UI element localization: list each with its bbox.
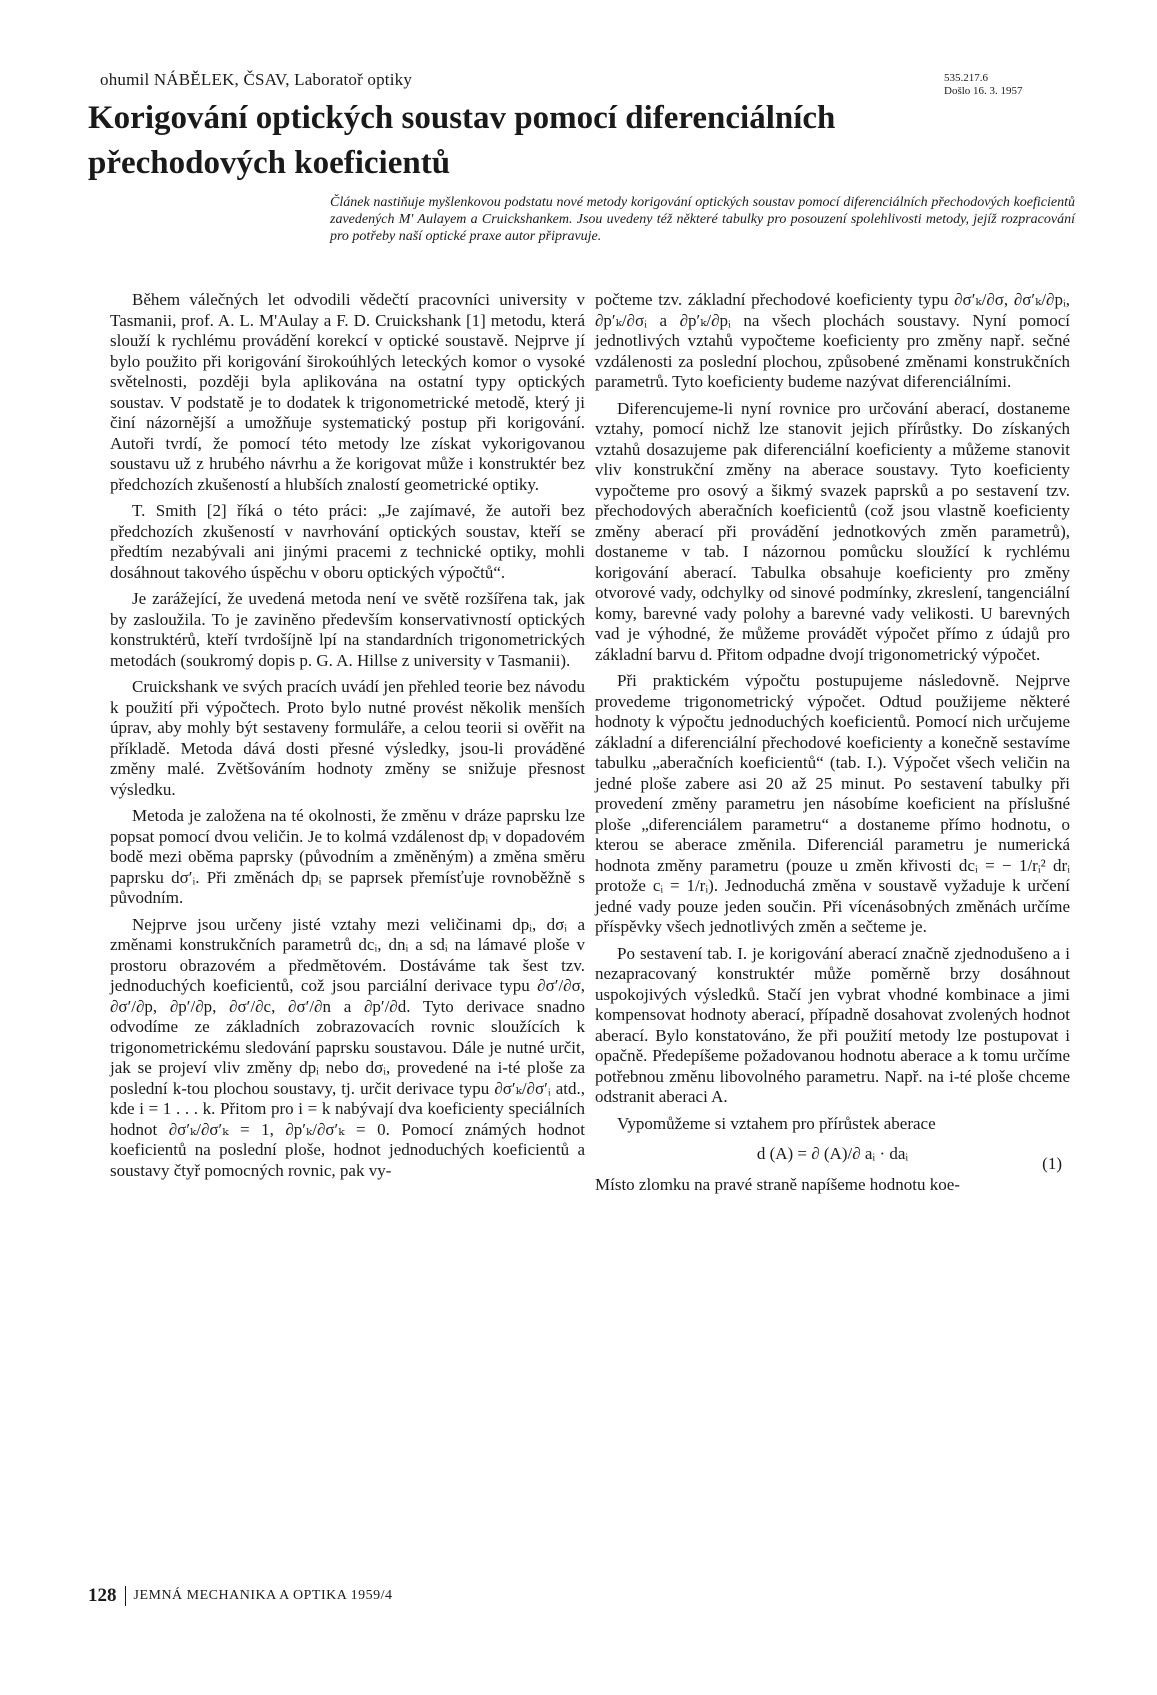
right-column (595, 290, 1070, 1201)
paragraph: Během válečných let odvodili vědečtí pracovníci university v Tasmanii, prof. A. L. M'Aulay a F. D. Cruickshank [1] metodu, která slouží k rychlému provádění korekcí v optické soustavě. Nejprve jí bylo použito při korigování širokoúhlých leteckých komor o vysoké světelnosti, později byla aplikována na ostatní typy optických soustav. V podstatě je to dodatek k trigonometrické metodě, který ji činí názornější a umožňuje systematický postup při korigování. Autoři tvrdí, že pomocí této metody lze získat vykorigovanou soustavu už z hrubého návrhu a že korigovat může i konstruktér bez předchozích zkušeností a hlubších znalostí geometrické optiky. (110, 290, 585, 494)
article-title: Korigování optických soustav pomocí diferenciálních přechodových koeficientů (88, 100, 836, 181)
received-date: Došlo 16. 3. 1957 (944, 85, 1023, 97)
paragraph: Místo zlomku na pravé straně napíšeme hodnotu koe- (595, 1174, 960, 1194)
equation-expression: d (A) = ∂ (A)/∂ aᵢ · daᵢ (756, 1144, 909, 1163)
page-footer (88, 1585, 392, 1607)
paragraph: T. Smith [2] říká o této práci: „Je zajímavé, že autoři bez předchozích zkušeností v navrhování optických soustav, kteří se předtím nezabývali ani jinými pracemi z technické optiky, mohli dosáhnout takového úspěchu v oboru optických výpočtů“. (110, 501, 585, 582)
journal-name: JEMNÁ MECHANIKA A OPTIKA 1959/4 (133, 1588, 393, 1603)
paragraph: Metoda je založena na té okolnosti, že změnu v dráze paprsku lze popsat pomocí dvou veličin. Je to kolmá vzdálenost dpᵢ v dopadovém bodě mezi oběma paprsky (původním a změněným) a změna směru paprsku dσ′ᵢ. Při změnách dpᵢ se paprsek přemísťuje rovnoběžně s původním. (110, 806, 585, 907)
equation-1 (595, 1144, 1070, 1173)
paragraph: počteme tzv. základní přechodové koeficienty typu ∂σ′ₖ/∂σ, ∂σ′ₖ/∂pᵢ, ∂p′ₖ/∂σᵢ a ∂p′ₖ/∂pᵢ na všech plochách soustavy. Nyní pomocí jednotlivých vztahů vypočteme koeficienty pro změny např. sečné vzdálenosti za poslední plochou, způsobené změnami konstrukčních parametrů. Tyto koeficienty budeme nazývat diferenciálními. (595, 290, 1070, 391)
paragraph: Diferencujeme-li nyní rovnice pro určování aberací, dostaneme vztahy, pomocí nichž lze stanovit jejich přírůstky. Do získaných vztahů dosazujeme pak diferenciální koeficienty a můžeme stanovit vliv konstrukční změny na aberace soustavy. Tyto koeficienty vypočteme pro osový a šikmý svazek paprsků a po sestavení tzv. přechodových aberačních koeficientů (což jsou vlastně koeficienty změny aberací při provádění jednotkových změn parametrů), dostaneme v tab. I názornou pomůcku sloužící k rychlému korigování aberací. Tabulka obsahuje koeficienty pro změny otvorové vady, odchylky od sinové podmínky, zkreslení, tangenciální komy, barevné vady polohy a barevné vady velikosti. U barevných vad je výhodné, že můžeme provádět výpočet přímo z údajů pro základní barvu d. Přitom odpadne dvojí trigonometrický výpočet. (595, 398, 1070, 664)
paragraph: Cruickshank ve svých pracích uvádí jen přehled teorie bez návodu k použití při výpočtech. Proto bylo nutné provést několik menších úprav, aby mohly být sestaveny formuláře, a celou teorii si ověřit na příkladě. Metoda dává dosti přesné výsledky, jsou-li prováděné změny malé. Zvětšováním hodnoty změny se snižuje přesnost výsledku. (110, 677, 585, 799)
author-byline: ohumil NÁBĚLEK, ČSAV, Laboratoř optiky (100, 70, 413, 89)
classification-code: 535.217.6 (944, 72, 988, 84)
classification-block (944, 72, 1023, 98)
paragraph: Vypomůžeme si vztahem pro přírůstek aberace (617, 1113, 936, 1133)
paragraph: Nejprve jsou určeny jisté vztahy mezi veličinami dpᵢ, dσᵢ a změnami konstrukčních parametrů dcᵢ, dnᵢ a sdᵢ na lámavé ploše v prostoru obrazovém a předmětovém. Dostáváme tak šest tzv. jednoduchých koeficientů, což jsou parciální derivace typu ∂σ′/∂σ, ∂σ′/∂p, ∂p′/∂p, ∂σ′/∂c, ∂σ′/∂n a ∂p′/∂d. Tyto derivace snadno odvodíme ze základních zobrazovacích rovnic sloužících k trigonometrickému sledování paprsku soustavou. Dále je nutné určit, jak se projeví vliv změny dpᵢ nebo dσᵢ, provedené na i-té ploše za poslední k-tou plochou soustavy, tj. určit derivace typu ∂σ′ₖ/∂σ′ᵢ atd., kde i = 1 . . . k. Přitom pro i = k nabývají dva koeficienty speciálních hodnot ∂σ′ₖ/∂σ′ₖ = 1, ∂p′ₖ/∂σ′ₖ = 0. Pomocí známých hodnot koeficientů na poslední ploše, hodnot jednoduchých koeficientů a soustavy čtyř pomocných rovnic, pak vy- (110, 914, 585, 1180)
paragraph: Je zarážející, že uvedená metoda není ve světě rozšířena tak, jak by zasloužila. To je zaviněno především konservativností optických konstruktérů, kteří tvrdošíjně lpí na standardních trigonometrických metodách (soukromý dopis p. G. A. Hillse z university v Tasmanii). (110, 589, 585, 670)
page-number: 128 (88, 1585, 117, 1606)
left-column (110, 290, 585, 1187)
paragraph: Po sestavení tab. I. je korigování aberací značně zjednodušeno a i nezapracovaný konstruktér může poměrně brzy dosáhnout uspokojivých výsledků. Stačí jen vybrat vhodné kombinace a jimi kompensovat hodnoty aberací, případně dosahovat zvolených hodnot aberací. Bylo konstatováno, že při použití metody lze postupovat i opačně. Předepíšeme požadovanou hodnotu aberace a k tomu určíme potřebnou změnu libovolného parametru. Např. na i-té ploše chceme odstranit aberaci A. (595, 943, 1070, 1106)
paragraph: Při praktickém výpočtu postupujeme následovně. Nejprve provedeme trigonometrický výpočet. Odtud použijeme některé hodnoty k výpočtu jednoduchých koeficientů. Pomocí nich určujeme základní a diferenciální přechodové koeficienty a konečně sestavíme tabulku „aberačních koeficientů“ (tab. I.). Výpočet všech veličin na jedné ploše zabere asi 20 až 25 minut. Po sestavení tabulky při provedení změny parametru jen násobíme koeficient na příslušné ploše „diferenciálem parametru“ a dostaneme přímo hodnotu, o kterou se aberace změnila. Diferenciál parametru je numerická hodnota změny parametru (pouze u změn křivosti dcᵢ = − 1/rᵢ² drᵢ protože cᵢ = 1/rᵢ). Jednoduchá změna v soustavě vyžaduje k určení jedné vady pouze jeden součin. Při vícenásobných změnách určíme příspěvky všech jednotlivých změn a sečteme je. (595, 671, 1070, 936)
equation-number: (1) (1042, 1154, 1062, 1173)
footer-divider (125, 1586, 126, 1606)
abstract: Článek nastiňuje myšlenkovou podstatu nové metody korigování optických soustav pomocí diferenciálních přechodových koeficientů zavedených M' Aulayem a Cruickshankem. Jsou uvedeny též některé tabulky pro posouzení spolehlivosti metody, jejíž rozpracování pro potřeby naší optické praxe autor připravuje. (330, 195, 1075, 244)
